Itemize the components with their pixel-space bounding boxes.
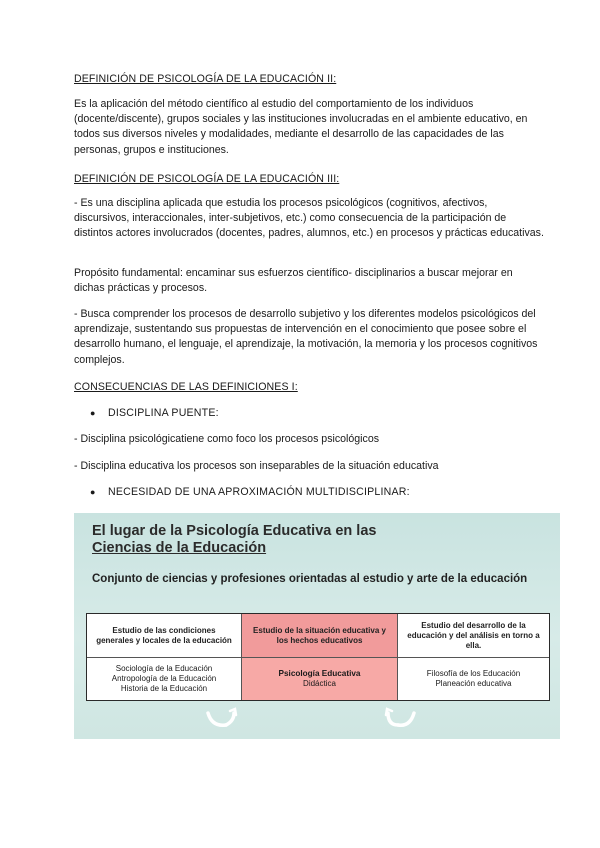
bullet-disciplina-puente	[90, 407, 219, 419]
bullet-dot-icon: ●	[90, 487, 96, 497]
bullet-text: NECESIDAD DE UNA APROXIMACIÓN MULTIDISCIPLINAR:	[108, 486, 410, 498]
bullet-multidisciplinar	[90, 486, 410, 498]
figure-title-line1: El lugar de la Psicología Educativa en las	[92, 523, 377, 539]
col1-items	[87, 658, 242, 700]
paragraph-educational: - Disciplina educativa los procesos son inseparables de la situación educativa	[74, 460, 439, 472]
col3-header: Estudio del desarrollo de la educación y del análisis en torno a ella.	[398, 614, 549, 658]
curved-arrow-left-icon	[204, 707, 238, 731]
figure-title	[92, 523, 376, 557]
bullet-text: DISCIPLINA PUENTE:	[108, 407, 219, 419]
heading-definition-iii: DEFINICIÓN DE PSICOLOGÍA DE LA EDUCACIÓN III:	[74, 173, 340, 185]
col1-item: Sociología de la Educación	[115, 664, 213, 673]
figure-table	[86, 613, 550, 701]
paragraph-definition-ii: Es la aplicación del método científico al estudio del comportamiento de los individuos (docente/discente), grupos sociales y las instituciones involucradas en el ambiente educativo, en todos sus diversos niveles y modalidades, mediante el desarrollo de las capacidades de las personas, grupos e instituciones.	[74, 98, 528, 156]
figure-subtitle: Conjunto de ciencias y profesiones orientadas al estudio y arte de la educación	[92, 573, 528, 585]
heading-definition-ii: DEFINICIÓN DE PSICOLOGÍA DE LA EDUCACIÓN II:	[74, 73, 337, 85]
infographic-figure	[74, 513, 560, 739]
paragraph-definition-iii: - Es una disciplina aplicada que estudia los procesos psicológicos (cognitivos, afectivos, discursivos, interaccionales, inter-subjetivos, etc.) como consecuencia de la participación de distintos actores involucrados (docentes, padres, alumnos, etc.) en procesos y prácticas educativas.	[74, 197, 544, 240]
heading-consequences: CONSECUENCIAS DE LAS DEFINICIONES I:	[74, 381, 298, 393]
col1-header: Estudio de las condiciones generales y locales de la educación	[87, 614, 242, 658]
col1-item: Historia de la Educación	[120, 684, 208, 693]
col3-item: Planeación educativa	[435, 679, 512, 688]
bullet-dot-icon: ●	[90, 408, 96, 418]
col1-item: Antropología de la Educación	[111, 674, 217, 683]
col2-header: Estudio de la situación educativa y los hechos educativos	[242, 614, 398, 658]
figure-title-line2: Ciencias de la Educación	[92, 540, 267, 556]
curved-arrow-right-icon	[384, 707, 418, 731]
col2-main: Psicología Educativa	[278, 669, 361, 678]
paragraph-understanding: - Busca comprender los procesos de desarrollo subjetivo y los diferentes modelos psicológicos del aprendizaje, sustentando sus propuestas de intervención en el conocimiento que posee sobre el desarrollo humano, el lenguaje, el aprendizaje, la motivación, la memoria y los procesos cognitivos complejos.	[74, 308, 538, 366]
paragraph-psychological: - Disciplina psicológicatiene como foco los procesos psicológicos	[74, 433, 380, 445]
col3-item: Filosofía de los Educación	[426, 669, 521, 678]
col3-items	[398, 658, 549, 700]
col2-items	[242, 658, 398, 700]
paragraph-purpose: Propósito fundamental: encaminar sus esfuerzos científico- disciplinarios a buscar mejorar en dichas prácticas y procesos.	[74, 267, 513, 295]
col2-sub: Didáctica	[303, 679, 336, 688]
